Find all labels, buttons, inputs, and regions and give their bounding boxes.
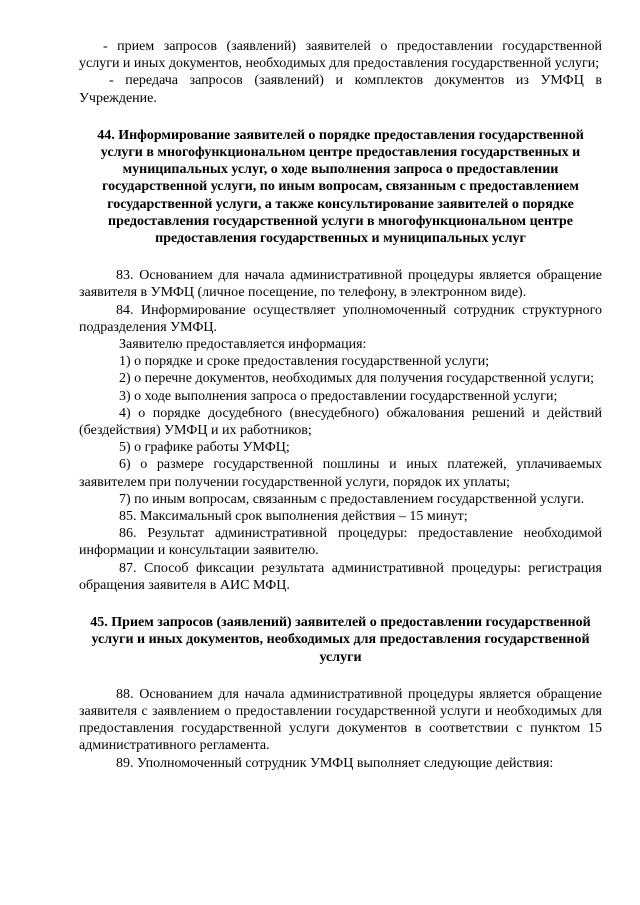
section-heading-45: 45. Прием запросов (заявлений) заявителей о предоставлении государственной услуги и иных документов, необходимых для предоставления государственной услуги	[90, 615, 591, 665]
list-item: - передача запросов (заявлений) и комплектов документов из УМФЦ в Учреждение.	[79, 73, 602, 106]
info-item: 7) по иным вопросам, связанным с предоставлением государственной услуги.	[119, 491, 585, 507]
info-item: 6) о размере государственной пошлины и иных платежей, уплачиваемых заявителем при получении государственной услуги, порядок их уплаты;	[79, 457, 602, 490]
paragraph-86: 86. Результат административной процедуры: предоставление необходимой информации и консультации заявителю.	[79, 526, 602, 559]
paragraph-85: 85. Максимальный срок выполнения действия – 15 минут;	[119, 509, 468, 525]
info-item: 1) о порядке и сроке предоставления государственной услуги;	[119, 354, 490, 370]
paragraph-89: 89. Уполномоченный сотрудник УМФЦ выполняет следующие действия:	[116, 755, 554, 771]
paragraph-87: 87. Способ фиксации результата административной процедуры: регистрация обращения заявителя в АИС МФЦ.	[79, 560, 602, 593]
paragraph-88: 88. Основанием для начала административной процедуры является обращение заявителя с заявлением о предоставлении государственной услуги и необходимых для предоставления государственной услуги документов в соответствии с пунктом 15 административного регламента.	[79, 686, 602, 754]
list-item: - прием запросов (заявлений) заявителей о предоставлении государственной услуги и иных документов, необходимых для предоставления государственной услуги;	[79, 39, 602, 72]
info-item: 5) о графике работы УМФЦ;	[119, 440, 290, 456]
info-item: 2) о перечне документов, необходимых для получения государственной услуги;	[119, 371, 594, 387]
paragraph-83: 83. Основанием для начала административной процедуры является обращение заявителя в УМФЦ (личное посещение, по телефону, в электронном виде).	[79, 268, 602, 301]
paragraph-84: 84. Информирование осуществляет уполномоченный сотрудник структурного подразделения УМФЦ.	[79, 302, 602, 335]
info-item: 4) о порядке досудебного (внесудебного) обжалования решений и действий (бездействия) УМФЦ и их работников;	[79, 405, 602, 439]
info-intro: Заявителю предоставляется информация:	[119, 337, 367, 353]
info-item: 3) о ходе выполнения запроса о предоставлении государственной услуги;	[119, 388, 558, 404]
document-page	[79, 38, 602, 772]
section-heading-44: 44. Информирование заявителей о порядке предоставления государственной услуги в многофункциональном центре предоставления государственных и муниципальных услуг, о ходе выполнения запроса о предоставлении государственной услуги, по иным вопросам, связанным с предоставлением государственной услуги, а также консультирование заявителей о порядке предоставления государственной услуги в многофункциональном центре предоставления государственных и муниципальных услуг	[97, 127, 584, 247]
